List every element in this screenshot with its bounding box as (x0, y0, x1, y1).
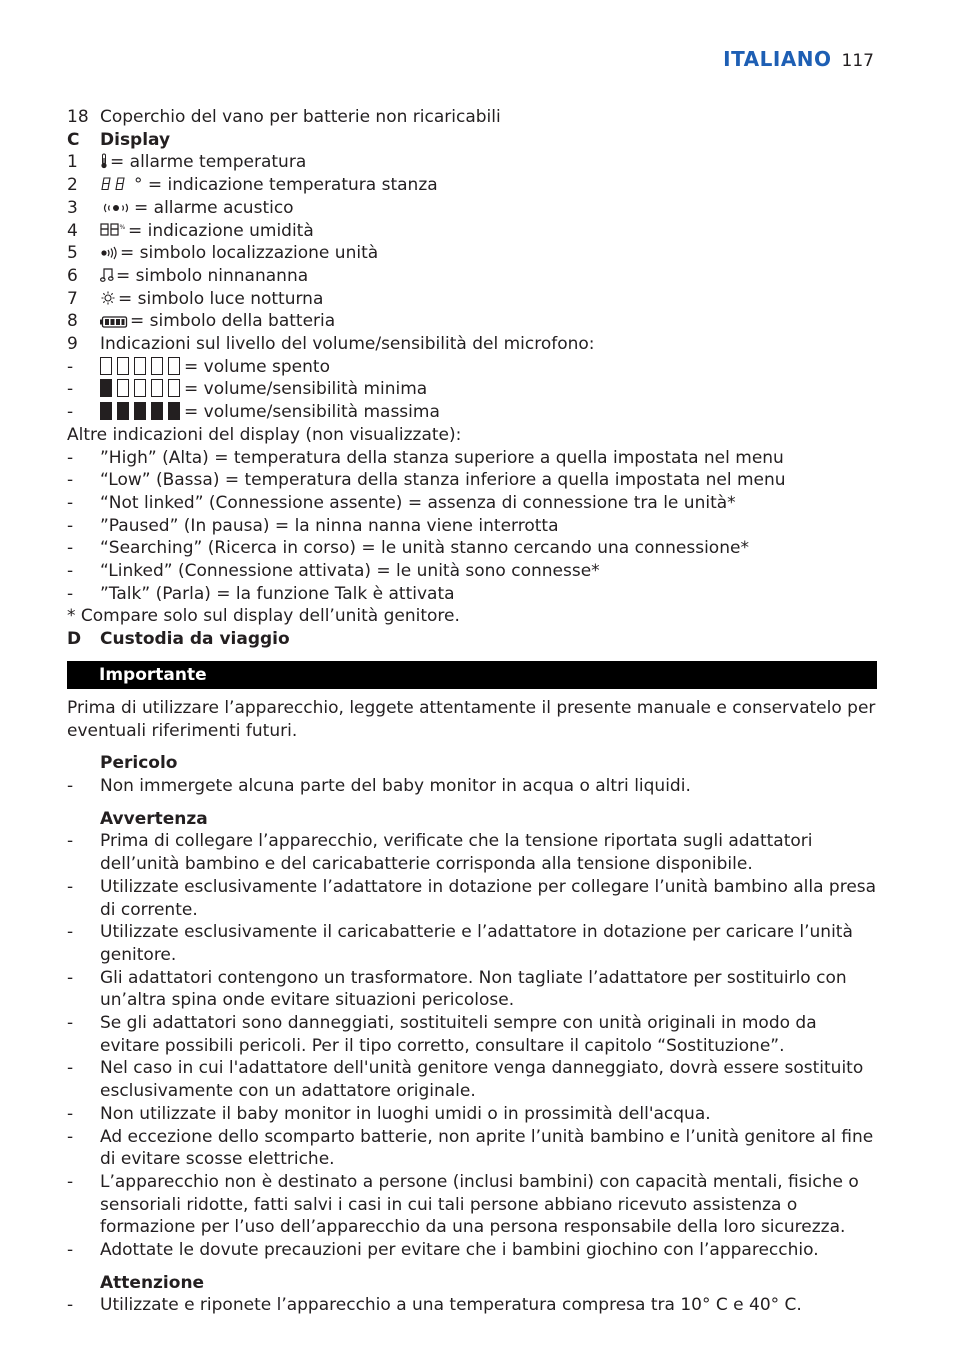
item-number: 7 (67, 288, 78, 309)
item-text: = volume/sensibilità minima (184, 379, 428, 400)
bullet: - (67, 402, 74, 423)
display-item (67, 151, 877, 174)
display-item (67, 197, 877, 220)
list-item (67, 537, 877, 560)
item-text: Non utilizzate il baby monitor in luoghi umidi o in prossimità dell'acqua. (100, 1103, 711, 1124)
list-item (67, 1126, 877, 1171)
item-text: Indicazioni sul livello del volume/sensibilità del microfono: (100, 334, 595, 355)
svg-text:%: % (119, 223, 126, 231)
display-item (67, 333, 877, 356)
danger-heading: Pericolo (100, 753, 178, 774)
volume-level-bars (100, 357, 180, 375)
list-item (67, 1239, 877, 1262)
item-text: “Not linked” (Connessione assente) = assenza di connessione tra le unità* (100, 492, 736, 513)
battery-icon (100, 316, 128, 328)
item-text: Prima di collegare l’apparecchio, verificate che la tensione riportata sugli adattatori dell’unità bambino e del caricabatterie corrisponda alla tensione disponibile. (100, 831, 813, 875)
item-text: “Low” (Bassa) = temperatura della stanza inferiore a quella impostata nel menu (100, 470, 786, 491)
list-item (67, 515, 877, 538)
display-item (67, 288, 877, 311)
volume-bar-segment (151, 357, 163, 375)
display-item (67, 310, 877, 333)
list-item (67, 775, 877, 798)
section-letter: D (67, 629, 82, 650)
bullet: - (67, 561, 74, 582)
list-item (67, 560, 877, 583)
bullet: - (67, 470, 74, 491)
page-content (67, 106, 877, 1317)
sound-alarm-icon (100, 201, 132, 215)
bullet: - (67, 967, 74, 988)
locator-signal-icon (100, 246, 118, 260)
item-text: Utilizzate e riponete l’apparecchio a una temperatura compresa tra 10° C e 40° C. (100, 1295, 802, 1316)
thermometer-icon (100, 153, 108, 169)
list-item (67, 469, 877, 492)
item-number: 6 (67, 265, 78, 286)
volume-level-row (67, 401, 877, 424)
important-section-bar: Importante (67, 661, 877, 689)
list-item (67, 1012, 877, 1057)
bullet: - (67, 876, 74, 897)
display-item (67, 242, 877, 265)
bullet: - (67, 831, 74, 852)
item-number: 1 (67, 152, 78, 173)
bullet: - (67, 775, 74, 796)
item-text: Utilizzate esclusivamente il caricabatterie e l’adattatore in dotazione per caricare l’unità genitore. (100, 922, 853, 965)
caution-heading: Attenzione (100, 1272, 205, 1293)
page-number: 117 (841, 51, 874, 71)
item-text: = volume spento (184, 356, 330, 377)
item-number: 3 (67, 197, 78, 218)
item-text: ° = indicazione temperatura stanza (134, 175, 438, 196)
bullet: - (67, 1171, 74, 1192)
item-text: Se gli adattatori sono danneggiati, sostituiteli sempre con unità originali in modo da evitare possibili pericoli. Per il tipo corretto, consultare il capitolo “Sostituzione”. (100, 1013, 817, 1056)
volume-bar-segment (117, 379, 129, 397)
list-item (67, 1171, 877, 1239)
volume-bar-segment (117, 357, 129, 375)
temperature-digits-icon (100, 176, 132, 192)
intro-paragraph: Prima di utilizzare l’apparecchio, leggete attentamente il presente manuale e conservatelo per eventuali riferimenti futuri. (67, 697, 876, 741)
item-text: = allarme temperatura (110, 152, 307, 173)
list-item (67, 830, 877, 875)
volume-level-bars (100, 402, 180, 420)
item-text: “Linked” (Connessione attivata) = le unità sono connesse* (100, 561, 600, 582)
display-item (67, 220, 877, 243)
item-number: 18 (67, 107, 89, 127)
section-letter: C (67, 129, 80, 150)
volume-bar-segment (168, 379, 180, 397)
item-text: = simbolo localizzazione unità (120, 243, 379, 264)
volume-bar-segment (168, 402, 180, 420)
language-label: ITALIANO (723, 47, 832, 71)
bullet: - (67, 1103, 74, 1124)
item-text: ”Paused” (In pausa) = la ninna nanna viene interrotta (100, 515, 559, 536)
list-item (67, 106, 877, 129)
item-number: 2 (67, 175, 78, 196)
list-item (67, 1294, 877, 1317)
volume-level-row (67, 356, 877, 379)
bullet: - (67, 1295, 74, 1316)
volume-bar-segment (100, 379, 112, 397)
section-title: Display (100, 129, 171, 150)
warning-heading: Avvertenza (100, 808, 208, 829)
item-text: Gli adattatori contengono un trasformatore. Non tagliate l’adattatore per sostituirlo con un’altra spina onde evitare situazioni pericolose. (100, 967, 847, 1011)
bullet: - (67, 447, 74, 468)
bullet: - (67, 356, 74, 377)
item-text: ”Talk” (Parla) = la funzione Talk è attivata (100, 583, 455, 604)
item-number: 5 (67, 243, 78, 264)
list-item (67, 492, 877, 515)
section-title: Custodia da viaggio (100, 629, 290, 650)
item-text: Coperchio del vano per batterie non ricaricabili (100, 107, 501, 127)
volume-bar-segment (151, 379, 163, 397)
volume-level-bars (100, 379, 180, 397)
item-number: 8 (67, 311, 78, 332)
volume-bar-segment (117, 402, 129, 420)
night-light-icon (100, 290, 116, 306)
bullet: - (67, 1058, 74, 1079)
list-item (67, 921, 877, 966)
item-text: Adottate le dovute precauzioni per evitare che i bambini giochino con l’apparecchio. (100, 1240, 819, 1261)
item-text: Nel caso in cui l'adattatore dell'unità genitore venga danneggiato, dovrà essere sostituito esclusivamente con un adattatore originale. (100, 1058, 864, 1102)
page-header (723, 47, 874, 71)
volume-bar-segment (134, 402, 146, 420)
item-text: = simbolo ninnananna (116, 265, 309, 286)
list-item (67, 1103, 877, 1126)
item-text: = volume/sensibilità massima (184, 402, 440, 423)
bullet: - (67, 379, 74, 400)
bullet: - (67, 922, 74, 943)
item-number: 9 (67, 334, 78, 355)
item-number: 4 (67, 220, 78, 241)
bullet: - (67, 1240, 74, 1261)
footnote: * Compare solo sul display dell’unità genitore. (67, 606, 460, 627)
volume-bar-segment (134, 357, 146, 375)
item-text: ”High” (Alta) = temperatura della stanza superiore a quella impostata nel menu (100, 447, 784, 468)
bullet: - (67, 492, 74, 513)
bullet: - (67, 1126, 74, 1147)
bullet: - (67, 538, 74, 559)
item-text: = simbolo della batteria (130, 311, 336, 332)
item-text: = allarme acustico (134, 197, 294, 218)
humidity-digits-icon (100, 222, 126, 238)
item-text: Ad eccezione dello scomparto batterie, non aprite l’unità bambino e l’unità genitore al fine di evitare scosse elettriche. (100, 1126, 874, 1170)
list-item (67, 583, 877, 606)
display-item (67, 265, 877, 288)
item-text: Utilizzate esclusivamente l’adattatore in dotazione per collegare l’unità bambino alla presa di corrente. (100, 876, 877, 920)
volume-level-row (67, 378, 877, 401)
item-text: = simbolo luce notturna (118, 288, 324, 309)
music-note-icon (100, 267, 114, 283)
bullet: - (67, 1013, 74, 1034)
item-text: = indicazione umidità (128, 220, 314, 241)
section-heading-travel-case (67, 628, 877, 651)
bullet: - (67, 515, 74, 536)
volume-bar-segment (100, 402, 112, 420)
list-item (67, 447, 877, 470)
volume-bar-segment (168, 357, 180, 375)
list-item (67, 967, 877, 1012)
item-text: L’apparecchio non è destinato a persone (inclusi bambini) con capacità mentali, fisiche o sensoriali ridotte, fatti salvi i casi in cui tali persone abbiano ricevuto assistenza o formazione per l’uso dell’apparecchio da una persona responsabile della loro sicurezza. (100, 1171, 859, 1238)
display-item (67, 174, 877, 197)
other-indications-heading: Altre indicazioni del display (non visualizzate): (67, 424, 462, 445)
item-text: “Searching” (Ricerca in corso) = le unità stanno cercando una connessione* (100, 538, 749, 559)
list-item (67, 1057, 877, 1102)
bullet: - (67, 583, 74, 604)
volume-bar-segment (100, 357, 112, 375)
volume-bar-segment (151, 402, 163, 420)
list-item (67, 876, 877, 921)
item-text: Non immergete alcuna parte del baby monitor in acqua o altri liquidi. (100, 775, 691, 796)
volume-bar-segment (134, 379, 146, 397)
section-heading-display (67, 129, 877, 152)
